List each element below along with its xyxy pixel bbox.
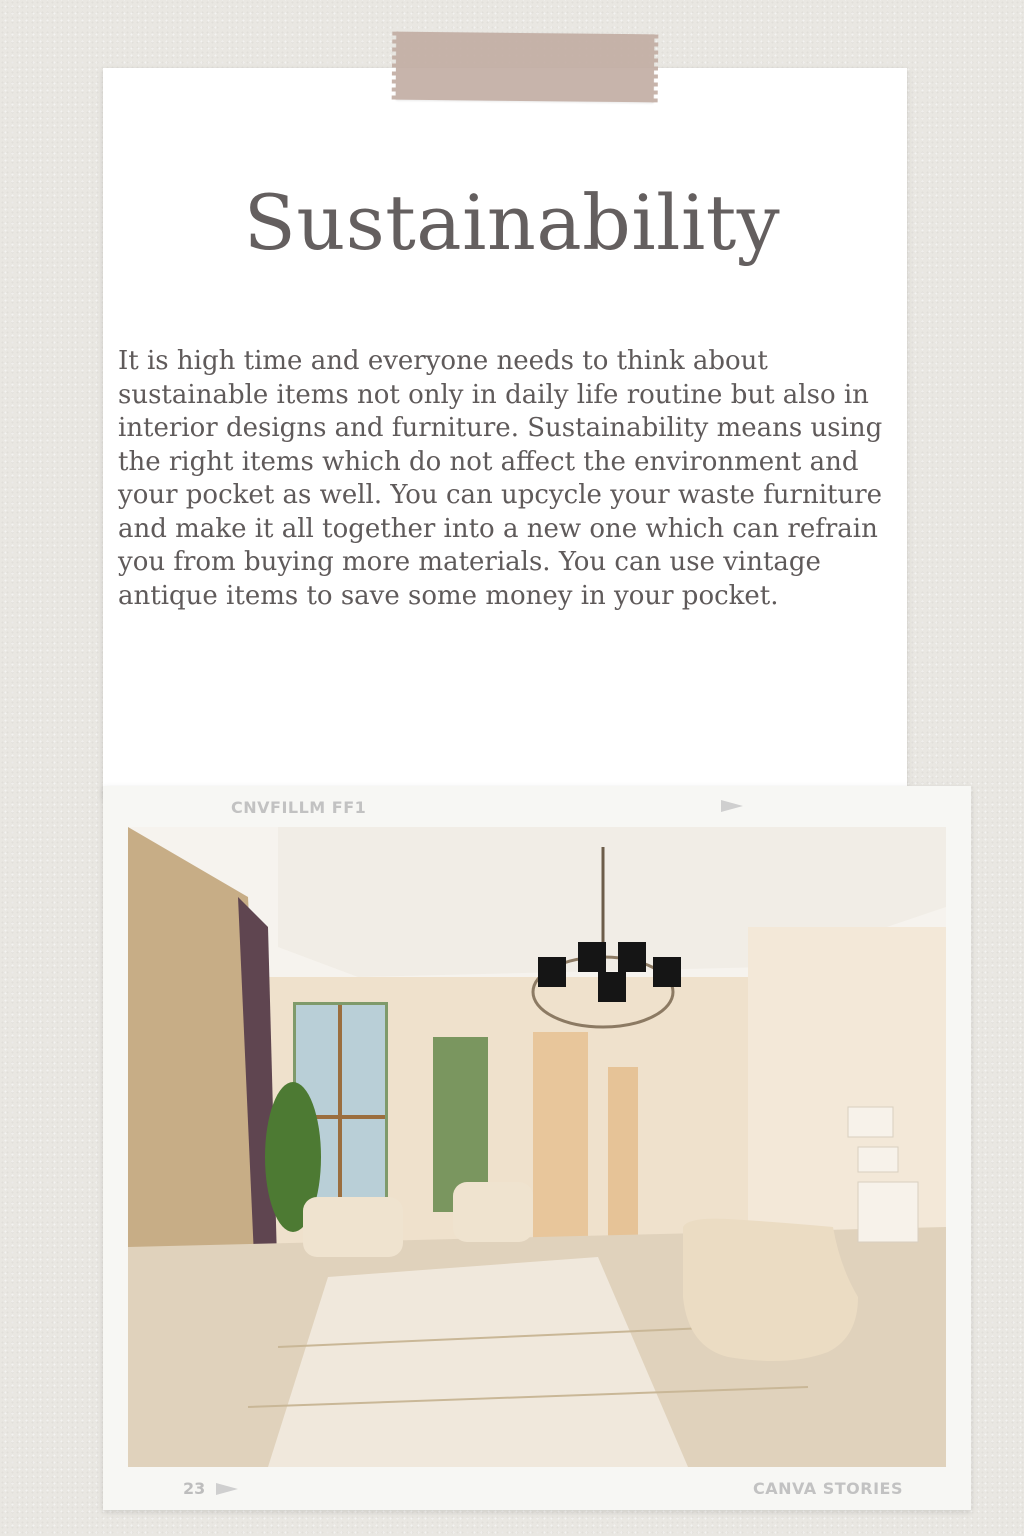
masking-tape [396,32,655,103]
body-paragraph: It is high time and everyone needs to think about sustainable items not only in daily life routine but also in interior designs and furniture. Sustainability means using the right items which do not affect the environment and your pocket as well. You can upcycle your waste furniture and make it all together into a new one which can refrain you from buying more materials. You can use vintage antique items to save some money in your pocket. [118,346,883,611]
page-title: Sustainability [243,178,781,267]
film-frame [103,786,971,1510]
film-brand-label: CANVA STORIES [752,1479,903,1498]
film-arrow-icon [216,1483,238,1495]
frame-number: 23 [183,1479,206,1498]
film-top-label: CNVFILLM FF1 [231,798,367,817]
film-arrow-icon [721,800,743,812]
interior-photo [128,827,946,1467]
